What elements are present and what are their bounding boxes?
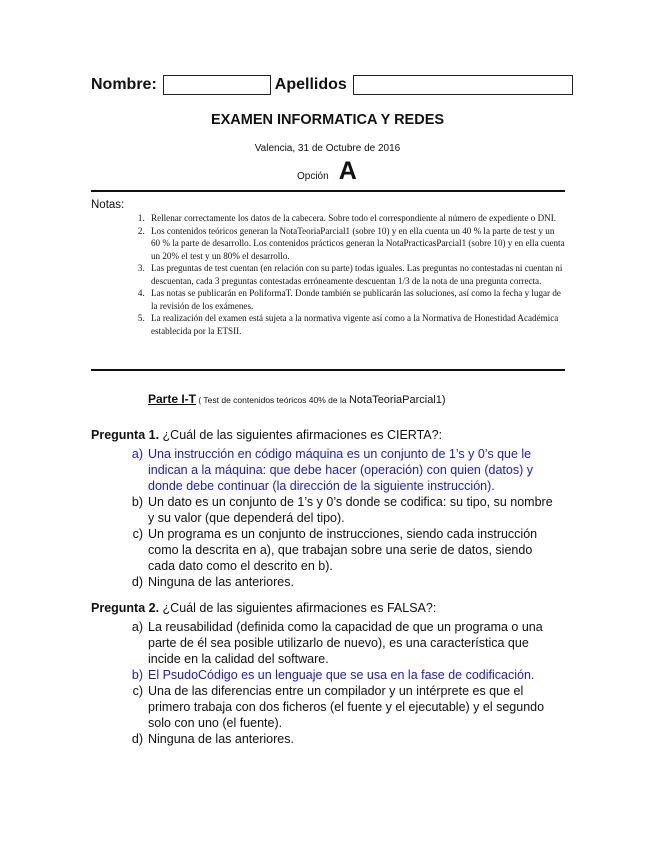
- answer-text: Una de las diferencias entre un compilador y un intérprete es que el primero trabaja con dos ficheros (el fuente y el ejecutable) y el segundo solo con uno (el fuente).: [148, 684, 545, 730]
- nombre-field[interactable]: [163, 75, 271, 95]
- answer-option[interactable]: [91, 494, 561, 526]
- answer-letter: b): [131, 668, 143, 682]
- divider-top: [91, 190, 565, 192]
- question-heading: [91, 601, 561, 615]
- part-subtitle: ( Test de contenidos teóricos 40% de la: [196, 395, 349, 405]
- nombre-label: Nombre:: [91, 76, 157, 93]
- note-item: 4. Las notas se publicarán en PoliformaT. Donde también se publicarán las soluciones, así como la fecha y lugar de la revisión de los exámenes.: [147, 287, 565, 312]
- answer-text: Una instrucción en código máquina es un conjunto de 1’s y 0’s que le indican a la máquina: que debe hacer (operación) con quien (datos) y donde debe continuar (la dirección de la siguiente instrucción).: [148, 447, 533, 493]
- part-title: Parte I-T: [148, 392, 197, 406]
- answer-text: Un programa es un conjunto de instrucciones, siendo cada instrucción como la descrita en a), que trabajan sobre una serie de datos, siendo cada dato como el descrito en b).: [148, 527, 538, 573]
- notes-list: [91, 212, 565, 337]
- answer-list: [91, 619, 561, 747]
- answer-option[interactable]: [91, 446, 561, 494]
- apellidos-field[interactable]: [353, 75, 573, 95]
- answer-letter: a): [131, 447, 143, 461]
- question-2: [91, 601, 561, 747]
- note-item: 5. La realización del examen está sujeta a la normativa vigente así como a la Normativa de Honestidad Académica establecida por la ETSII.: [147, 312, 565, 337]
- question-text: ¿Cuál de las siguientes afirmaciones es CIERTA?:: [159, 428, 443, 442]
- answer-letter: c): [132, 527, 143, 541]
- answer-option[interactable]: [91, 667, 561, 683]
- notes-heading: Notas:: [91, 199, 125, 211]
- answer-option[interactable]: [91, 619, 561, 667]
- answer-letter: b): [131, 495, 143, 509]
- name-row: [91, 75, 573, 95]
- part-subtitle-grade: NotaTeoriaParcial1): [348, 394, 446, 406]
- answer-option[interactable]: [91, 574, 561, 590]
- question-text: ¿Cuál de las siguientes afirmaciones es FALSA?:: [159, 601, 437, 615]
- exam-title: EXAMEN INFORMATICA Y REDES: [210, 112, 445, 128]
- answer-text: Ninguna de las anteriores.: [148, 575, 294, 589]
- note-item: 2. Los contenidos teóricos generan la NotaTeoriaParcial1 (sobre 10) y en ella cuenta un 40 % la parte de test y un 60 % la parte de desarrollo. Los contenidos prácticos generan la NotaPracticasParcial1 (sobre 10) y en ella cuenta un 20% el test y un 80% el desarrollo.: [147, 225, 565, 263]
- divider-bottom: [91, 369, 565, 371]
- question-number: Pregunta 2.: [91, 601, 160, 615]
- note-item: 3. Las preguntas de test cuentan (en relación con su parte) todas iguales. Las preguntas no contestadas ni cuentan ni descuentan, cada 3 preguntas contestadas erróneamente descuentan 1/3 de la nota de una pregunta correcta.: [147, 262, 565, 287]
- part-heading: [148, 390, 446, 408]
- answer-letter: a): [131, 620, 143, 634]
- apellidos-label: Apellidos: [274, 76, 347, 93]
- answer-letter: d): [131, 732, 143, 746]
- notes-section: [91, 199, 565, 337]
- question-number: Pregunta 1.: [91, 428, 160, 442]
- answer-letter: c): [132, 684, 143, 698]
- option-label: Opción: [297, 171, 329, 182]
- question-1: [91, 428, 561, 590]
- answer-text: La reusabilidad (definida como la capacidad de que un programa o una parte de él sea posible utilizarlo de nuevo), es una característica que incide en la calidad del software.: [148, 620, 543, 666]
- answer-text: El PsudoCódigo es un lenguaje que se usa en la fase de codificación.: [148, 668, 535, 682]
- exam-option: [297, 157, 357, 186]
- note-item: 1. Rellenar correctamente los datos de la cabecera. Sobre todo el correspondiente al número de expediente o DNI.: [147, 212, 565, 225]
- answer-option[interactable]: [91, 526, 561, 574]
- answer-letter: d): [131, 575, 143, 589]
- answer-option[interactable]: [91, 731, 561, 747]
- option-value: A: [338, 157, 357, 185]
- answer-list: [91, 446, 561, 590]
- question-heading: [91, 428, 561, 442]
- answer-text: Un dato es un conjunto de 1’s y 0’s donde se codifica: su tipo, su nombre y su valor (que dependerá del tipo).: [148, 495, 553, 525]
- answer-option[interactable]: [91, 683, 561, 731]
- exam-date: Valencia, 31 de Octubre de 2016: [254, 143, 401, 154]
- answer-text: Ninguna de las anteriores.: [148, 732, 294, 746]
